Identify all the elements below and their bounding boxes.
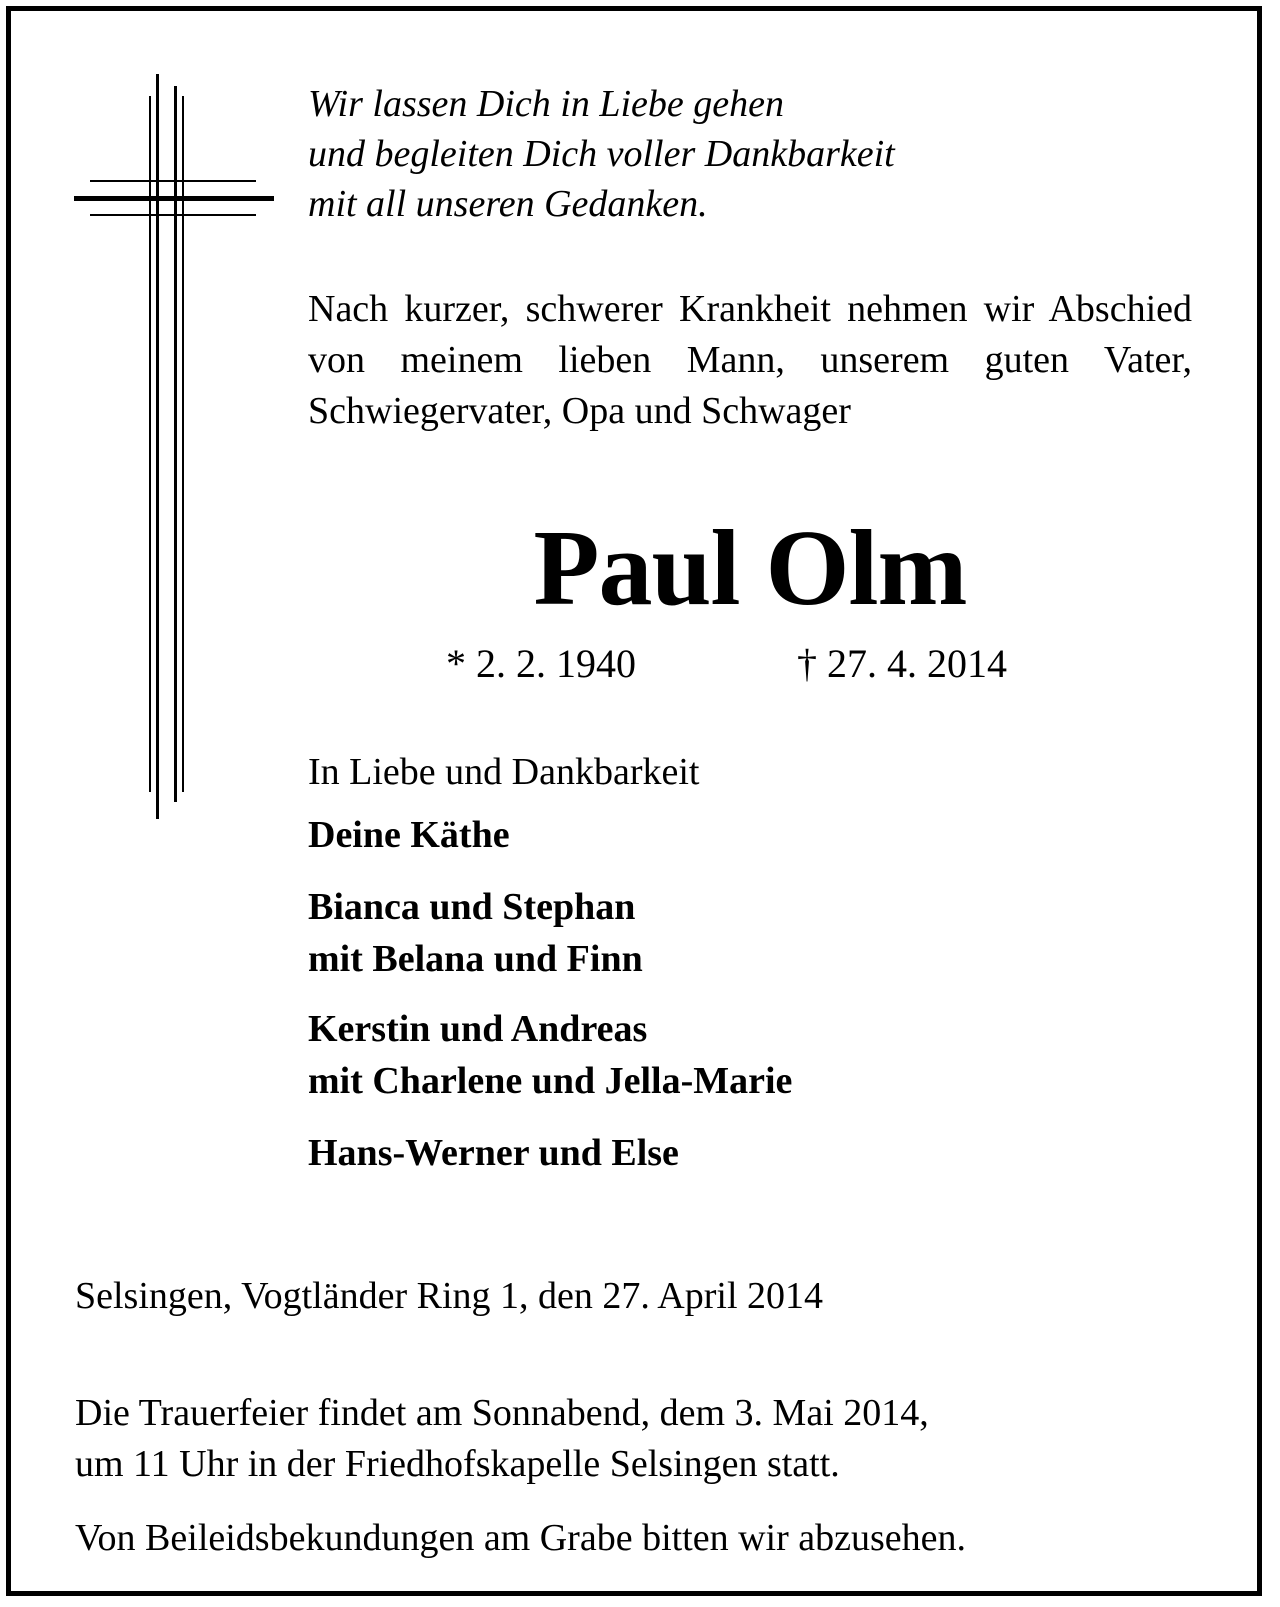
funeral-line: Die Trauerfeier findet am Sonnabend, dem 3. Mai 2014, — [75, 1392, 929, 1434]
poem-line: und begleiten Dich voller Dankbarkeit — [308, 133, 895, 175]
intro-text: Nach kurzer, schwerer Krankheit nehmen wir Abschied von meinem lieben Mann, unserem guten Vater, Schwiegervater, Opa und Schwager — [308, 288, 1192, 432]
poem-line: mit all unseren Gedanken. — [308, 183, 708, 225]
condolences-note: Von Beileidsbekundungen am Grabe bitten wir abzusehen. — [75, 1517, 967, 1559]
family-line: Hans-Werner und Else — [308, 1132, 679, 1174]
birth-date: * 2. 2. 1940 — [446, 641, 636, 686]
cross-icon — [74, 74, 274, 819]
family-line: mit Charlene und Jella-Marie — [308, 1060, 793, 1102]
obituary-frame — [6, 6, 1262, 1596]
family-wife: Deine Käthe — [308, 814, 510, 856]
poem — [308, 79, 1208, 229]
deceased-name: Paul Olm — [533, 509, 967, 628]
family-line: mit Belana und Finn — [308, 938, 643, 980]
funeral-notice — [75, 1388, 1192, 1490]
place-and-date: Selsingen, Vogtländer Ring 1, den 27. April 2014 — [75, 1275, 824, 1317]
death-date: † 27. 4. 2014 — [797, 641, 1007, 686]
family-line: Kerstin und Andreas — [308, 1008, 648, 1050]
funeral-line: um 11 Uhr in der Friedhofskapelle Selsingen statt. — [75, 1443, 840, 1485]
closing-phrase: In Liebe und Dankbarkeit — [308, 751, 700, 793]
family-line: Bianca und Stephan — [308, 886, 636, 928]
poem-line: Wir lassen Dich in Liebe gehen — [308, 83, 784, 125]
